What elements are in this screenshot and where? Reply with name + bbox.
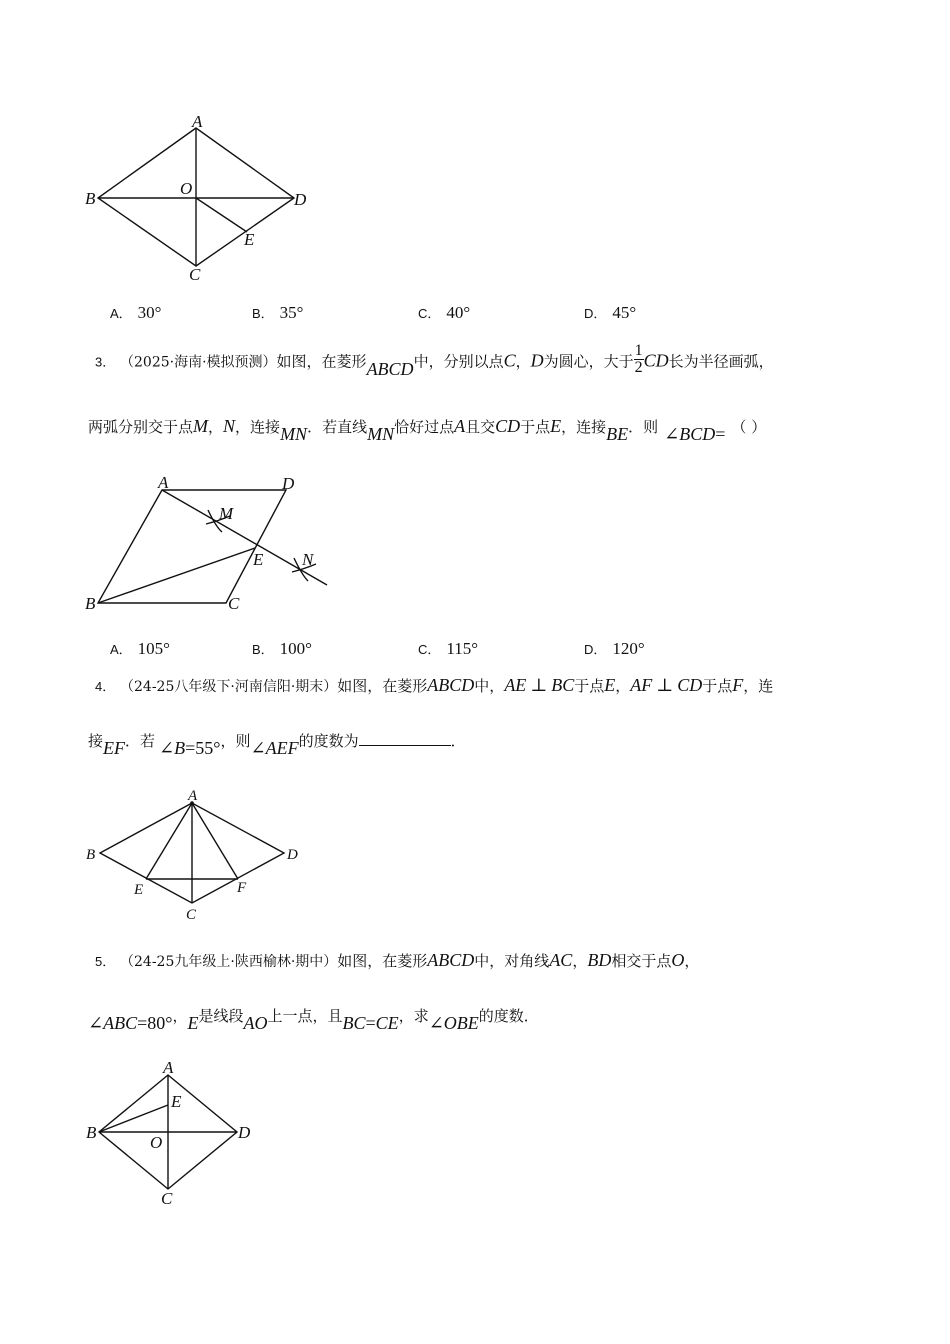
label-c: C xyxy=(228,594,240,613)
label-b: B xyxy=(86,1123,97,1142)
math: O xyxy=(671,950,685,970)
figure-rhombus-4 xyxy=(80,1055,280,1215)
text: 的度数为 xyxy=(298,732,359,750)
text: 如图，在菱形 xyxy=(337,677,428,695)
text: 于点 xyxy=(574,677,605,695)
math: ABCD xyxy=(427,675,475,695)
figure-rhombus-1 xyxy=(80,108,320,288)
label-e: E xyxy=(134,882,144,898)
math: MN xyxy=(280,424,308,444)
frac-den: 2 xyxy=(634,359,643,376)
question-source: （24-25九年级上·陕西榆林·期中） xyxy=(120,954,338,970)
math: =55° xyxy=(185,738,221,758)
math: BE xyxy=(606,424,629,444)
text: ， xyxy=(572,952,588,970)
math: = xyxy=(365,1013,376,1033)
option-letter: C． xyxy=(418,642,441,657)
math: ABCD xyxy=(366,358,414,379)
frac-num: 1 xyxy=(634,342,643,359)
line-mn xyxy=(162,490,327,585)
perp-symbol: ⊥ xyxy=(656,675,674,695)
option-value: 115° xyxy=(446,639,479,658)
fraction-one-half xyxy=(634,343,644,376)
label-o: O xyxy=(180,179,193,198)
math: AO xyxy=(243,1013,268,1033)
math: F xyxy=(732,675,744,695)
label-d: D xyxy=(287,847,298,863)
option-letter: A． xyxy=(110,306,132,321)
option-letter: D． xyxy=(584,306,607,321)
question-source: （24-25八年级下·河南信阳·期末） xyxy=(120,679,338,695)
q3-option-b[interactable] xyxy=(252,639,312,659)
text: ． xyxy=(450,732,466,750)
math: BC xyxy=(551,675,575,695)
option-value: 45° xyxy=(612,303,637,322)
option-value: 30° xyxy=(137,303,162,322)
label-d: D xyxy=(238,1123,251,1142)
angle-symbol: ∠ xyxy=(664,424,680,444)
option-value: 40° xyxy=(446,303,471,322)
question-number: 4． xyxy=(95,679,116,694)
segment-ae xyxy=(146,803,192,879)
q2-option-c[interactable] xyxy=(418,303,470,323)
perp-symbol: ⊥ xyxy=(530,675,548,695)
option-value: 120° xyxy=(612,639,645,658)
text: 中， xyxy=(474,677,505,695)
math: AC xyxy=(549,950,573,970)
text: 接 xyxy=(88,732,104,750)
label-b: B xyxy=(86,847,96,863)
text: 长为半径画弧， xyxy=(668,352,774,371)
text: 于点 xyxy=(520,418,551,436)
question-number: 3． xyxy=(95,354,116,370)
label-c: C xyxy=(161,1189,173,1208)
question-number: 5． xyxy=(95,954,116,969)
q3-line-2 xyxy=(88,416,767,444)
label-e: E xyxy=(244,230,255,249)
q3-line-1 xyxy=(95,342,774,379)
q5-line-2 xyxy=(88,1005,539,1033)
math: A xyxy=(454,416,466,436)
angle-symbol: ∠ xyxy=(250,738,266,758)
label-a: A xyxy=(188,788,198,804)
text: ，求 xyxy=(398,1007,429,1025)
label-b: B xyxy=(85,594,96,613)
math: BD xyxy=(587,950,612,970)
text: 如图，在菱形 xyxy=(337,952,428,970)
text: ．则 xyxy=(628,418,659,436)
option-letter: B． xyxy=(252,306,274,321)
text: ．若直线 xyxy=(307,418,368,436)
math: OBE xyxy=(443,1013,479,1033)
label-d: D xyxy=(282,474,295,493)
option-letter: B． xyxy=(252,642,274,657)
text: ， xyxy=(172,1007,188,1025)
math: ABCD xyxy=(427,950,475,970)
option-value: 105° xyxy=(137,639,170,658)
math: EF xyxy=(103,738,126,758)
text: 中，分别以点 xyxy=(413,352,504,371)
text: 两弧分别交于点 xyxy=(88,418,194,436)
text: ，连接 xyxy=(561,418,607,436)
text: 且交 xyxy=(465,418,496,436)
text: ，连 xyxy=(743,677,774,695)
label-n: N xyxy=(302,550,314,569)
label-f: F xyxy=(237,880,247,896)
label-e: E xyxy=(171,1092,182,1111)
option-value: 35° xyxy=(279,303,304,322)
answer-blank[interactable] xyxy=(359,731,451,746)
math: AEF xyxy=(265,738,299,758)
label-c: C xyxy=(186,907,197,923)
math: = xyxy=(715,424,726,444)
q4-line-1 xyxy=(95,675,773,696)
text: 中，对角线 xyxy=(474,952,550,970)
figure-rhombus-2 xyxy=(80,472,340,620)
label-c: C xyxy=(189,265,201,284)
math: BCD xyxy=(679,424,716,444)
text: ， xyxy=(615,677,631,695)
text: 为圆心，大于 xyxy=(543,352,634,371)
math: CD xyxy=(677,675,703,695)
q2-option-d[interactable] xyxy=(584,303,636,323)
text: ， xyxy=(515,352,531,371)
math: E xyxy=(604,675,616,695)
math: D xyxy=(530,350,544,371)
option-letter: D． xyxy=(584,642,607,657)
math: AF xyxy=(630,675,653,695)
q2-option-a[interactable] xyxy=(110,303,161,323)
text: ，则 xyxy=(220,732,251,750)
text: ， xyxy=(684,952,700,970)
math: MN xyxy=(367,424,395,444)
text: 于点 xyxy=(702,677,733,695)
label-o: O xyxy=(150,1133,163,1152)
answer-paren: （ ） xyxy=(731,418,767,436)
math: C xyxy=(503,350,516,371)
text: 如图，在菱形 xyxy=(276,352,367,371)
text: ，连接 xyxy=(235,418,281,436)
figure-rhombus-3 xyxy=(80,783,320,928)
math: E xyxy=(187,1013,199,1033)
segment-be xyxy=(99,1105,168,1132)
segment-oe xyxy=(196,198,247,232)
text: 上一点，且 xyxy=(267,1007,343,1025)
option-letter: C． xyxy=(418,306,441,321)
label-d: D xyxy=(294,190,307,209)
math: BC xyxy=(342,1013,366,1033)
q5-line-1 xyxy=(95,950,699,971)
label-a: A xyxy=(163,1058,174,1077)
text: 相交于点 xyxy=(611,952,672,970)
option-value: 100° xyxy=(279,639,312,658)
text: 的度数． xyxy=(478,1007,539,1025)
math: CD xyxy=(495,416,521,436)
math: N xyxy=(223,416,236,436)
angle-symbol: ∠ xyxy=(159,738,175,758)
angle-symbol: ∠ xyxy=(88,1013,104,1033)
angle-symbol: ∠ xyxy=(428,1013,444,1033)
q3-option-c[interactable] xyxy=(418,639,478,659)
label-e: E xyxy=(253,550,264,569)
text: ．若 xyxy=(125,732,156,750)
text: 是线段 xyxy=(198,1007,244,1025)
q2-option-b[interactable] xyxy=(252,303,303,323)
math: M xyxy=(193,416,209,436)
math: AE xyxy=(504,675,527,695)
text: ， xyxy=(208,418,224,436)
segment-af xyxy=(192,803,238,879)
q3-option-a[interactable] xyxy=(110,639,170,659)
math: CE xyxy=(375,1013,399,1033)
q4-line-2 xyxy=(88,730,466,758)
label-m: M xyxy=(219,504,234,523)
math: CD xyxy=(643,350,669,371)
question-source: （2025·海南·模拟预测） xyxy=(120,354,277,371)
math: =80° xyxy=(137,1013,173,1033)
math: ABC xyxy=(103,1013,138,1033)
option-letter: A． xyxy=(110,642,132,657)
math: B xyxy=(174,738,186,758)
label-a: A xyxy=(158,473,169,492)
math: E xyxy=(550,416,562,436)
text: 恰好过点 xyxy=(394,418,455,436)
q3-option-d[interactable] xyxy=(584,639,645,659)
label-b: B xyxy=(85,189,96,208)
label-a: A xyxy=(192,112,203,131)
